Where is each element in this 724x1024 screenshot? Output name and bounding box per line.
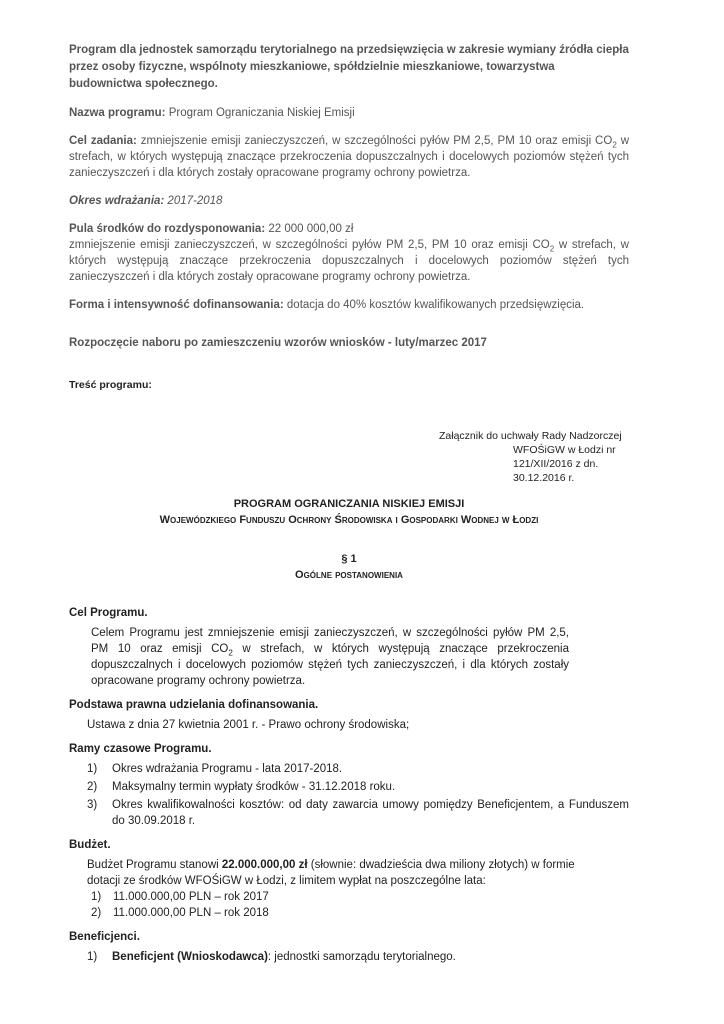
list-item-text: 11.000.000,00 PLN – rok 2017: [113, 891, 269, 903]
task-goal-sub: 2: [612, 140, 617, 150]
beneficiary-label: Beneficjent (Wnioskodawca): [112, 951, 268, 963]
task-goal-label: Cel zadania:: [69, 135, 137, 147]
attachment-line-3: 121/XII/2016 z dn.: [513, 458, 599, 470]
program-intro-title: Program dla jednostek samorządu terytorialnego na przedsięwzięcia w zakresie wymiany źródła ciepła przez osoby fizyczne, wspólnoty mieszkaniowe, spółdzielnie mieszkaniowe, towarzystwa budownictwa społecznego.: [69, 44, 629, 90]
pool-desc-sub: 2: [549, 244, 555, 254]
list-item: [87, 797, 629, 829]
task-goal-text-a: zmniejszenie emisji zanieczyszczeń, w szczególności pyłów PM 2,5, PM 10 oraz emisji CO: [136, 135, 613, 147]
budget-text: [69, 857, 629, 889]
legal-heading: Podstawa prawna udzielania dofinansowania.: [69, 699, 319, 711]
list-item: [87, 949, 629, 965]
list-item-text: Okres kwalifikowalności kosztów: od daty zawarcia umowy pomiędzy Beneficjentem, a Funduszem do 30.09.2018 r.: [112, 799, 629, 827]
section-number: § 1: [341, 553, 357, 565]
list-item-number: 1): [91, 891, 102, 903]
goal-text-a: Celem Programu jest zmniejszenie emisji zanieczyszczeń, w szczególności pyłów PM 2,5, PM 10 oraz emisji CO: [91, 627, 569, 655]
document-subtitle: Wojewódzkiego Funduszu Ochrony Środowiska i Gospodarki Wodnej w Łodzi: [159, 514, 539, 526]
document-title: PROGRAM OGRANICZANIA NISKIEJ EMISJI: [233, 498, 465, 510]
pool-value: 22 000 000,00 zł: [265, 223, 354, 235]
form-line: [69, 297, 629, 313]
beneficiaries-heading: Beneficjenci.: [69, 931, 140, 943]
budget-list: [69, 889, 629, 921]
list-item-number: 3): [87, 799, 98, 811]
form-label: Forma i intensywność dofinansowania:: [69, 299, 284, 311]
goal-heading: Cel Programu.: [69, 607, 148, 619]
beneficiary-text: : jednostki samorządu terytorialnego.: [267, 951, 456, 963]
legal-text: Ustawa z dnia 27 kwietnia 2001 r. - Prawo ochrony środowiska;: [87, 719, 410, 731]
list-item: [91, 889, 629, 905]
program-name-label: Nazwa programu:: [69, 107, 166, 119]
attachment-note: [69, 429, 629, 485]
list-item: [87, 761, 629, 777]
budget-text-b: (słownie: dwadzieścia dwa miliony złotych) w formie dotacji ze środków WFOŚiGW w Łodzi, z limitem wypłat na poszczególne lata:: [87, 859, 575, 887]
program-name-line: [69, 105, 629, 121]
pool-desc-a: zmniejszenie emisji zanieczyszczeń, w szczególności pyłów PM 2,5, PM 10 oraz emisji CO: [69, 239, 550, 251]
period-value: 2017-2018: [164, 195, 223, 207]
program-content-label: Treść programu:: [69, 379, 152, 391]
form-value: dotacja do 40% kosztów kwalifikowanych przedsięwzięcia.: [283, 299, 585, 311]
list-item-number: 1): [87, 763, 98, 775]
goal-text-b: w strefach, w których występują znaczące przekroczenia dopuszczalnych i docelowych poziomów stężeń tych zanieczyszczeń, i dla których zostały opracowane programy ochrony powietrza.: [91, 643, 570, 687]
section-title: Ogólne postanowienia: [295, 569, 403, 581]
pool-line: [69, 221, 629, 237]
list-item: [87, 779, 629, 795]
time-list: [69, 761, 629, 829]
attachment-line-4: 30.12.2016 r.: [513, 472, 575, 484]
task-goal-text-b: w strefach, w których występują znaczące przekroczenia dopuszczalnych i docelowych poziomów stężeń tych zanieczyszczeń i dla których zostały opracowane programy ochrony powietrza.: [69, 135, 629, 179]
task-goal-paragraph: [69, 133, 629, 181]
budget-text-a: Budżet Programu stanowi: [87, 859, 222, 871]
time-heading: Ramy czasowe Programu.: [69, 743, 212, 755]
pool-label: Pula środków do rozdysponowania:: [69, 223, 266, 235]
goal-text-sub: 2: [228, 648, 233, 658]
list-item-number: 1): [87, 951, 98, 963]
list-item-text: Okres wdrażania Programu - lata 2017-2018.: [112, 763, 343, 775]
attachment-line-1: Załącznik do uchwały Rady Nadzorczej: [439, 430, 622, 442]
pool-desc-b: w strefach, w których występują znaczące przekroczenia dopuszczalnych i docelowych poziomów stężeń tych zanieczyszczeń i dla których zostały opracowane programy ochrony powietrza.: [69, 239, 629, 283]
pool-description: [69, 237, 629, 285]
beneficiaries-list: [69, 949, 629, 965]
goal-text: [69, 625, 629, 689]
list-item-text: Maksymalny termin wypłaty środków - 31.12.2018 roku.: [112, 781, 396, 793]
list-item-text: 11.000.000,00 PLN – rok 2018: [113, 907, 269, 919]
attachment-line-2: WFOŚiGW w Łodzi nr: [513, 444, 616, 456]
budget-heading: Budżet.: [69, 839, 111, 851]
period-label: Okres wdrażania:: [69, 195, 165, 207]
recruitment-start: Rozpoczęcie naboru po zamieszczeniu wzorów wniosków - luty/marzec 2017: [69, 337, 487, 349]
program-name-value: Program Ograniczania Niskiej Emisji: [165, 107, 355, 119]
list-item: [91, 905, 629, 921]
budget-amount: 22.000.000,00 zł: [221, 859, 308, 871]
list-item-number: 2): [87, 781, 98, 793]
document-page: [69, 42, 629, 967]
list-item-number: 2): [91, 907, 102, 919]
period-line: [69, 193, 629, 209]
